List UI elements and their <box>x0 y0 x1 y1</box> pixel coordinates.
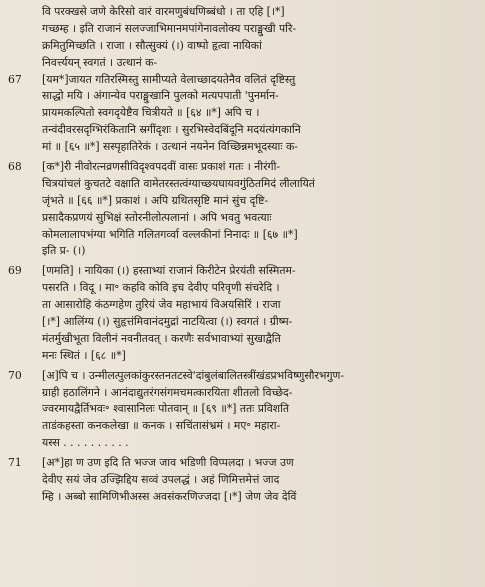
line-text: म्हि । अब्बो सामिणिभीअस्स अवसंकरणिज्जदा [।*] जेण जेव देविं <box>42 489 297 503</box>
text-line <box>8 401 475 418</box>
text-line <box>8 122 475 139</box>
line-text: [यम*]जायत गतिरस्मिस्तु सामीप्यते वेलाच्छादयतेनैव वलितं दृष्टिस्तु <box>42 72 296 86</box>
line-text: कोमलालापभंग्या भगिति गलितगर्व्वा वल्लकीनां निनादः ॥ [६७ ॥*] <box>42 227 298 241</box>
text-line <box>8 55 475 72</box>
verse-number: 70 <box>8 368 22 382</box>
line-text: जृंभते ॥ [६६ ॥*] प्रकाशं । अपि ग्रथितसृष्टि मानं सुंच दृष्टि- <box>42 193 269 207</box>
line-text: ज्वरमायद्वैर्तिभवः॰ श्वासानिलः पोतवान् ॥ [६९ ॥*] ततः प्रविशति <box>42 402 290 416</box>
line-text: यस्स . . . . . . . . . . <box>42 436 129 450</box>
line-text: [अ]पि च । उन्मीलत्पुलकांकुरस्तनतटस्वे'दांबुलंबालितस्त्रींखंडप्रभविष्णुसौरभगुण- <box>42 368 344 382</box>
text-line <box>8 472 475 489</box>
text-line <box>8 227 475 244</box>
verse-number: 69 <box>8 264 22 278</box>
text-line <box>8 455 475 472</box>
line-text: प्रसादैकप्रणयं सुभिक्षं स्तोरनीलोत्पलानां । अपि भवतु भवत्याः <box>42 210 272 224</box>
text-line <box>8 314 475 331</box>
line-text: ताडंकहस्ता कनकलेखा ॥ कनक । सचिंतासंभ्रमं । मए॰ महारा- <box>42 419 281 433</box>
line-text: निवर्त्त्ययन् स्वगतं । उत्थानं क- <box>42 55 158 69</box>
line-text: मंतर्मुखीभूता विलीनं नवनीतवत् । करणैः सर्वभावाभ्यां सुखाद्वैति <box>42 331 281 345</box>
text-line <box>8 280 475 297</box>
verse-number: 67 <box>8 72 22 86</box>
line-text: वि परक्खसे जणे केरिसो वारं वारमणुबंधणिब्बंधो । ता एहि [।*] <box>42 5 285 18</box>
text-line <box>8 368 475 385</box>
text-line <box>8 193 475 210</box>
line-text: साद्धो मयि । अंगान्येव पराङ्मुखानि पुलको मत्यपपाती 'पुनर्मान- <box>42 89 279 103</box>
line-text: देवीए सयं जेव उज्झिद्दिय सव्वं उपलद्धं । अहं णिमित्तमेत्तं जाद <box>42 473 280 487</box>
line-text: इति प्र- (।) <box>42 244 86 258</box>
text-line <box>8 331 475 348</box>
text-line <box>8 159 475 176</box>
line-text: मां ॥ [६५ ॥*] सस्पृहातिरेकं । उत्थानं नयनेन विच्छिन्नमभूदस्याः क- <box>42 140 298 154</box>
text-line <box>8 105 475 122</box>
text-line <box>8 348 475 365</box>
text-line <box>8 297 475 314</box>
text-line <box>8 243 475 260</box>
line-text: पसरति । विदू । मा॰ कहवि कोवि इच देवीए परिवृणी संचरेदि । <box>42 281 280 295</box>
text-line <box>8 385 475 402</box>
text-line <box>8 263 475 280</box>
line-text: [अ*]हा ण उण इदि ति भज्ज जाव भडिणी विप्पलदा । भज्ज उण <box>42 456 294 470</box>
text-line <box>8 21 475 38</box>
verse-number: 68 <box>8 160 22 174</box>
text-line <box>8 139 475 156</box>
text-line <box>8 4 475 21</box>
text-line <box>8 176 475 193</box>
text-line <box>8 38 475 55</box>
line-text: मनः स्थितं । [६८ ॥*] <box>42 348 126 362</box>
text-line <box>8 435 475 452</box>
line-text: प्रायमकल्पितो स्वगदृयेष्टैव चित्रीयते ॥ [६४ ॥*] अपि च । <box>42 106 260 120</box>
line-text: [णमति] । नायिका (।) हस्ताभ्यां राजानं किरीटेन प्रेरयंती सस्मितम- <box>42 264 296 278</box>
verse-number: 71 <box>8 456 22 470</box>
text-line <box>8 210 475 227</box>
text-line <box>8 418 475 435</box>
text-line <box>8 489 475 506</box>
text-line <box>8 88 475 105</box>
line-text: गच्छम्ह । इति राजानं सलज्जाभिमानमपांगेनावलोक्य पराङ्मुखी परि- <box>42 21 297 35</box>
line-text: चित्रयांचलं कुचतटे वक्षाति वामेतरस्तत्वंग्याच्छयघायवगुंठितमिदं लीलायितं <box>42 176 315 190</box>
line-text: ग्राही हठालिंगने । आनंदाद्युतरंगसंगमचमत्कारयिता शीतलो विच्छेद- <box>42 385 293 399</box>
line-text: [।*] आलिंग्य (।) सुहृत्तंमिवानंदमुद्रां नाटयित्वा (।) स्वगतं । ग्रीष्म- <box>42 315 293 329</box>
line-text: [क*]री नीवोरत्नव्रणसीविदृश्वपदवीं वासः प्रकाशं गतः । नीरंगी- <box>42 160 281 174</box>
line-text: क्रमितुमिच्छति । राजा । सौत्सुक्यं (।) वाष्पो हृत्वा नायिकां <box>42 38 262 52</box>
line-text: तन्वंदीवरसदृग्भिरंकितानि स्रगींदृशः । सुरभिस्वेदबिंदूनि मदयंत्यंगकानि <box>42 123 301 137</box>
text-line <box>8 72 475 89</box>
line-text: ता आसारोहि कंठग्गहेण तुरियं जेव महाभायं विअयसिरिं । राजा <box>42 298 281 312</box>
